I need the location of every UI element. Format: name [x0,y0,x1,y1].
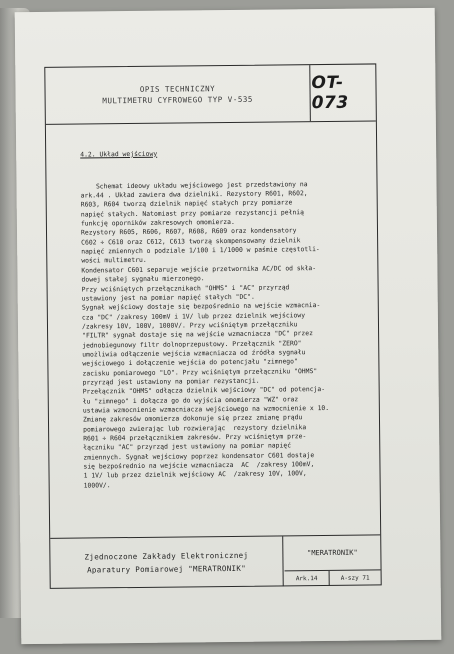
body-text [80,129,374,510]
text-line: ustawia wzmocnienie wzmacniacza wejściowego na wzmocnienie x 10. [82,403,330,415]
text-line: się bezpośrednio na wejście wzmacniacza AC /zakresy 100mV, [83,460,315,471]
text-line: łu "zimnego" i dołącza go do wyjścia omomierza "WZ" oraz [82,394,299,406]
footer-organization [50,536,284,588]
text-line: dowej stałej sygnału mierzonego. [81,274,205,284]
text-line: R603, R604 tworzą dzielnik napięć stałych przy pomiarze [80,198,293,209]
header-title-line1: OPIS TECHNICZNY [139,84,216,94]
text-line: zacisku pomiarowego "LO". Przy wciśniętym przełączniku "OHMS" [82,366,318,378]
text-line: umożliwia odłączenie wejścia wzmacniacza od źródła sygnału [82,348,306,359]
text-line: "FILTR" sygnał dostaje się na wejście wzmacniacza "DC" przez [82,329,313,340]
text-line: cza "DC" /zakresy 100mV i 1V/ lub przez dzielnik wejściowy [81,310,306,322]
text-line: ustawiony jest na pomiar napięć stałych "DC". [81,292,255,303]
document-code: OT-073 [311,72,349,114]
section-heading: 4.2. Układ wejściowy [80,149,158,159]
text-line: zmiennych. Sygnał wejściowy poprzez kondensator C601 dostaje [83,450,315,462]
text-line: przyrząd jest ustawiony na pomiar rezystancji. [82,376,260,387]
text-line: Przy wciśniętych przełącznikach "OHMS" i "AC" przyrząd [81,282,290,294]
text-line: Rezystory R605, R606, R607, R608, R609 oraz kondensatory [80,226,297,237]
text-line: 1000V/. [83,480,111,490]
text-line: wości multimetru. [81,256,147,266]
text-line: jednobiegunowy filtr dolnoprzepustowy. Przełącznik "ZERO" [82,338,302,350]
text-line: 1 1V/ lub przez dzielnik wejściowy AC /zakresy 10V, 100V, [83,469,307,480]
footer-org-line1: Zjednoczone Zakłady Elektronicznej [84,550,249,562]
text-line: Schemat ideowy układu wejściowego jest przedstawiony na [80,179,308,191]
text-line: Zmianę zakresów omomierza dokonuje się przez zmianę prądu [82,413,303,424]
text-line: łączniku "AC" przyrząd jest ustawiony na pomiar napięć [83,441,292,452]
text-line: napięć stałych. Natomiast przy pomiarze rezystancji pełnią [80,207,305,219]
text-line: Kondensator C601 separuje wejście przetwornika AC/DC od skła- [81,263,317,275]
section-lines [80,179,373,490]
header-title-line2: MULTIMETRU CYFROWEGO TYP V-535 [102,94,253,106]
footer-brand: "MERATRONIK" [284,535,380,571]
footer-block [50,534,381,588]
text-line: napięć zmiennych o podziale 1/100 i 1/1000 w paśmie częstotli- [81,245,320,256]
text-line: R601 ÷ R604 przełącznikiem zakresów. Przy wciśniętym prze- [83,432,307,443]
footer-org-line2: Aparatury Pomiarowej "MERATRONIK" [87,563,247,575]
document-page [15,8,442,644]
title-block-frame [44,63,381,588]
text-line: Sygnał wejściowy dostaje się bezpośrednio na wejście wzmacnia- [81,301,321,312]
footer-sheets-total: A-szy 71 [340,574,370,582]
text-line: C602 ÷ C610 oraz C612, C613 tworzą skompensowany dzielnik [81,236,301,247]
footer-sheet-number: Ark.14 [285,571,330,586]
header-title [45,65,311,124]
header-block [45,64,376,124]
text-line: /zakresy 10V, 100V, 1000V/. Przy wciśniętym przełączniku [81,320,298,331]
text-line: funkcję oporników zakresowych omomierza. [80,218,235,228]
text-line: Przełącznik "OHMS" odłącza dzielnik wejściowy "DC" od potencja- [82,385,326,396]
text-line: ark.44 . Układ zawiera dwa dzielniki. Rezystory R601, R602, [80,189,308,200]
text-line: wejściowego i dołączenie wejścia do potencjału "zimnego" [82,357,298,368]
text-line: pomiarowego zwierając lub rozwierając rezystory dzielnika [83,422,307,434]
